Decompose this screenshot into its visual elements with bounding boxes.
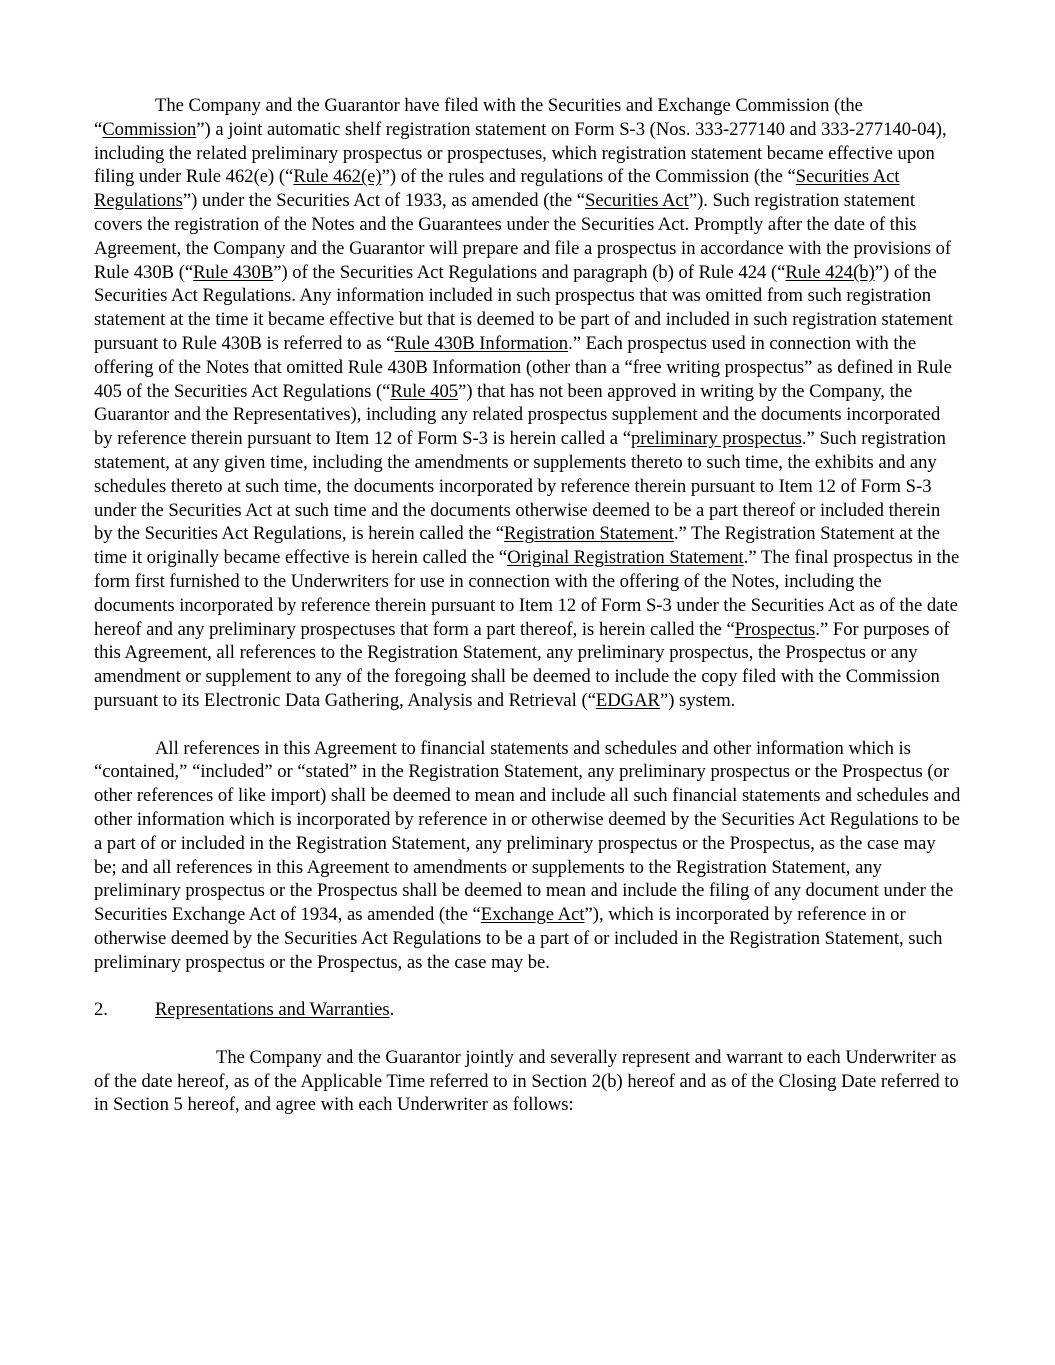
section-number: 2. [94, 999, 108, 1021]
defined-term-prospectus: Prospectus [734, 618, 816, 640]
text-run: ”) of the Securities Act Regulations. Any information included in such prospectus that was omitted from such registration statement at the time it became effective but that is deemed to be part of and included in such registration statement pursuant to Rule 430B is referred to as “ [94, 261, 953, 354]
defined-term-rule-462e: Rule 462(e) [293, 166, 382, 188]
text-run: ”), which is incorporated by reference in or otherwise deemed by the Securities Act Regulations to be a part of or included in the Registration Statement, such preliminary prospectus or the Prospectus, as the case may be. [94, 904, 943, 973]
text-run: The Company and the Guarantor have filed with the Securities and Exchange Commission (the “ [94, 95, 863, 140]
text-run: ”) of the Securities Act Regulations and paragraph (b) of Rule 424 (“ [273, 261, 786, 283]
text-run: .” The Registration Statement at the time it originally became effective is herein called the “ [94, 523, 940, 569]
defined-term-rule-405: Rule 405 [390, 380, 459, 402]
defined-term-securities-act-regulations: Securities Act Regulations [94, 166, 900, 212]
defined-term-commission: Commission [102, 118, 197, 140]
text-run: ”) under the Securities Act of 1933, as amended (the “ [182, 190, 586, 212]
defined-term-rule-430b-information: Rule 430B Information [394, 332, 569, 354]
defined-term-edgar: EDGAR [595, 689, 660, 711]
text-run: ”) a joint automatic shelf registration statement on Form S-3 (Nos. 333-277140 and 333-277140-04), including the related preliminary prospectus or prospectuses, which registration statement became effective upon filing under Rule 462(e) (“ [94, 118, 947, 188]
section-title-wrap [155, 998, 394, 1022]
defined-term-registration-statement: Registration Statement [503, 523, 674, 545]
text-run: .” The final prospectus in the form first furnished to the Underwriters for use in connection with the offering of the Notes, including the documents incorporated by reference therein pursuant to Item 12 of Form S-3 under the Securities Act as of the date hereof and any preliminary prospectuses that form a part thereof, is herein called the “ [94, 547, 960, 640]
defined-term-securities-act: Securities Act [585, 190, 689, 212]
text-run: All references in this Agreement to financial statements and schedules and other information which is “contained,” “included” or “stated” in the Registration Statement, any preliminary prospectus or the Prospectus (or other references of like import) shall be deemed to mean and include all such financial statements and schedules and other information which is incorporated by reference in or otherwise deemed by the Securities Act Regulations to be a part of or included in the Registration Statement, any preliminary prospectus or the Prospectus, as the case may be; and all references in this Agreement to amendments or supplements to the Registration Statement, any preliminary prospectus or the Prospectus shall be deemed to mean and include the filing of any document under the Securities Exchange Act of 1934, as amended (the “ [94, 737, 961, 926]
section-title: Representations and Warranties [155, 999, 390, 1021]
text-run: ”) system. [659, 689, 736, 711]
paragraph-representations: The Company and the Guarantor jointly and severally represent and warrant to each Underwriter as of the date hereof, as of the Applicable Time referred to in Section 2(b) hereof and as of the Closing Date referred to in Section 5 hereof, and agree with each Underwriter as follows: [94, 1046, 959, 1116]
defined-term-rule-424b: Rule 424(b) [785, 261, 875, 283]
text-run: .” For purposes of this Agreement, all references to the Registration Statement, any preliminary prospectus, the Prospectus or any amendment or supplement to any of the foregoing shall be deemed to include the copy filed with the Commission pursuant to its Electronic Data Gathering, Analysis and Retrieval (“ [94, 618, 950, 711]
text-run: .” Such registration statement, at any given time, including the amendments or supplements thereto to such time, the exhibits and any schedules thereto at such time, the documents incorporated by reference therein pursuant to Item 12 of Form S-3 under the Securities Act at such time and the documents otherwise deemed to be a part thereof or included therein by the Securities Act Regulations, is herein called the “ [94, 428, 946, 545]
text-run: ”) that has not been approved in writing by the Company, the Guarantor and the Representatives), including any related prospectus supplement and the documents incorporated by reference therein pursuant to Item 12 of Form S-3 is herein called a “ [94, 380, 941, 450]
defined-term-rule-430b: Rule 430B [193, 261, 274, 283]
paragraph-references [94, 737, 961, 975]
defined-term-preliminary-prospectus: preliminary prospectus [630, 428, 802, 450]
text-run: ”). Such registration statement covers the registration of the Notes and the Guarantees under the Securities Act. Promptly after the date of this Agreement, the Company and the Guarantor will prepare and file a prospectus in accordance with the provisions of Rule 430B (“ [94, 190, 952, 283]
paragraph-registration-statement [94, 94, 961, 713]
section-heading [94, 998, 961, 1022]
defined-term-original-registration-statement: Original Registration Statement [507, 547, 744, 569]
section-title-suffix: . [389, 999, 395, 1021]
defined-term-exchange-act: Exchange Act [480, 904, 585, 926]
text-run: ”) of the rules and regulations of the Commission (the “ [381, 166, 796, 188]
text-run: .” Each prospectus used in connection with the offering of the Notes that omitted Rule 430B Information (other than a “free writing prospectus” as defined in Rule 405 of the Securities Act Regulations (“ [94, 332, 952, 402]
